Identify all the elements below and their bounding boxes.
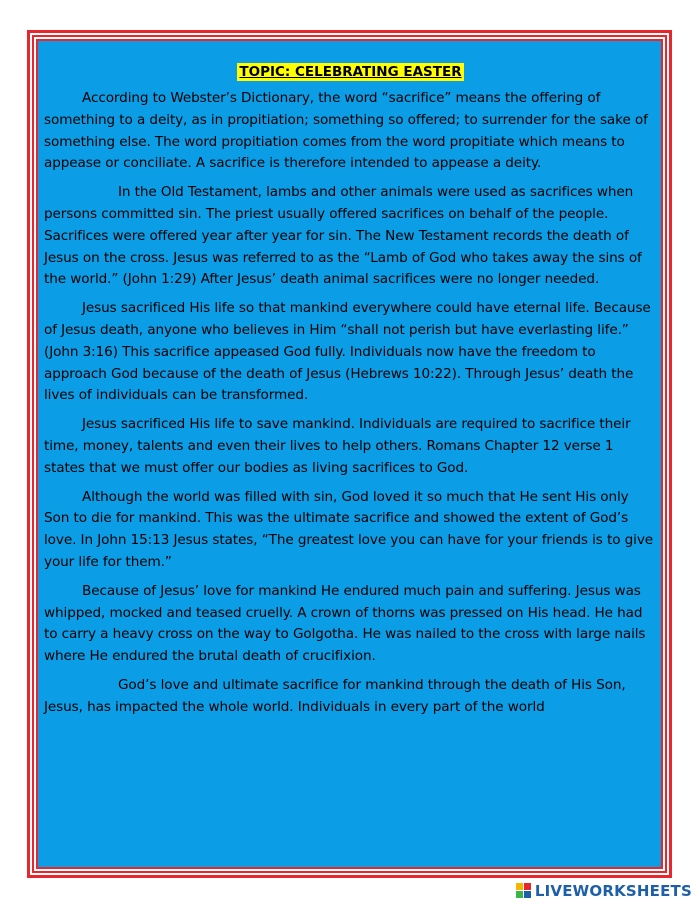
liveworksheets-logo-icon [516, 883, 532, 899]
worksheet-content [38, 41, 661, 867]
paragraph-2: In the Old Testament, lambs and other animals were used as sacrifices when persons committed sin. The priest usually offered sacrifices on behalf of the people. Sacrifices were offered year after year for sin. The New Testament records the death of Jesus on the cross. Jesus was referred to as the “Lamb of God who takes away the sins of the world.” (John 1:29) After Jesus’ death animal sacrifices were no longer needed. [44, 184, 642, 288]
liveworksheets-watermark [516, 880, 692, 902]
paragraph-3: Jesus sacrificed His life so that mankind everywhere could have eternal life. Because of Jesus death, anyone who believes in Him “shall not perish but have everlasting life.” (John 3:16) This sacrifice appeased God fully. Individuals now have the freedom to approach God because of the death of Jesus (Hebrews 10:22). Through Jesus’ death the lives of individuals can be transformed. [44, 300, 651, 404]
page-title [44, 61, 657, 80]
paragraph-6: Because of Jesus’ love for mankind He endured much pain and suffering. Jesus was whipped, mocked and teased cruelly. A crown of thorns was pressed on His head. He had to carry a heavy cross on the way to Golgotha. He was nailed to the cross with large nails where He endured the brutal death of crucifixion. [44, 582, 646, 665]
page-title-text: TOPIC: CELEBRATING EASTER [239, 64, 462, 80]
paragraph-7: God’s love and ultimate sacrifice for mankind through the death of His Son, Jesus, has impacted the whole world. Individuals in every part of the world [44, 676, 626, 715]
paragraph-5: Although the world was filled with sin, God loved it so much that He sent His only Son to die for mankind. This was the ultimate sacrifice and showed the extent of God’s love. In John 15:13 Jesus states, “The greatest love you can have for your friends is to give your life for them.” [44, 488, 654, 570]
paragraph-4: Jesus sacrificed His life to save mankind. Individuals are required to sacrifice their time, money, talents and even their lives to help others. Romans Chapter 12 verse 1 states that we must offer our bodies as living sacrifices to God. [44, 416, 631, 476]
page-border [27, 30, 672, 878]
watermark-text: LIVEWORKSHEETS [534, 882, 692, 900]
paragraph-1: According to Webster’s Dictionary, the word “sacrifice” means the offering of something to a deity, as in propitiation; something so offered; to surrender for the sake of something else. The word propitiation comes from the word propitiate which means to appease or conciliate. A sacrifice is therefore intended to appease a deity. [44, 90, 648, 172]
